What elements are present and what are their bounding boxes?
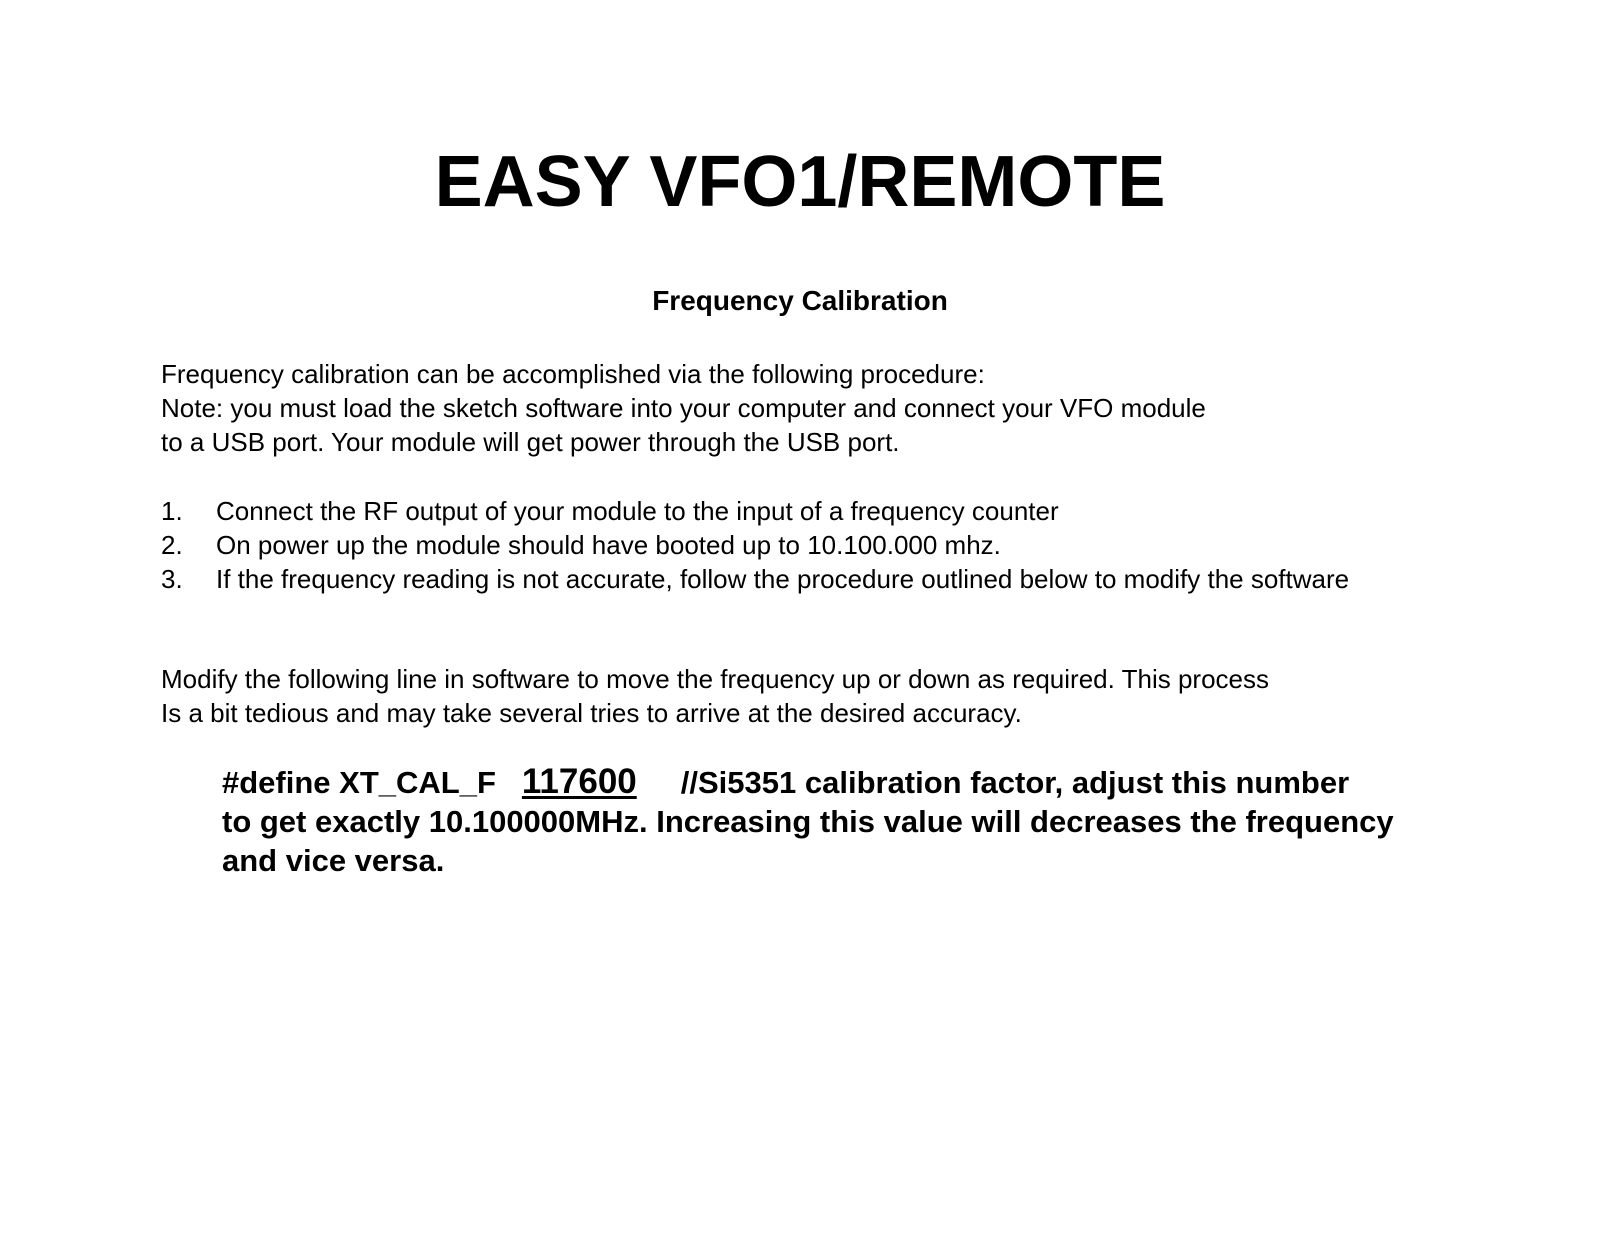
list-item xyxy=(161,562,1541,596)
step-number: 2. xyxy=(161,530,183,560)
intro-paragraph xyxy=(161,357,1541,459)
code-comment: //Si5351 calibration factor, adjust this number xyxy=(680,765,1350,800)
code-line-2: to get exactly 10.100000MHz. Increasing this value will decreases the frequency xyxy=(222,804,1394,839)
list-item xyxy=(161,528,1541,562)
step-number: 1. xyxy=(161,496,183,526)
step-text: If the frequency reading is not accurate, follow the procedure outlined below to modify the software xyxy=(216,564,1350,594)
list-item xyxy=(161,494,1541,528)
step-number: 3. xyxy=(161,564,183,594)
intro-line-1: Frequency calibration can be accomplished via the following procedure: xyxy=(161,359,985,389)
page-title: EASY VFO1/REMOTE xyxy=(434,142,1166,222)
modify-paragraph xyxy=(161,662,1581,730)
procedure-steps-list xyxy=(161,494,1541,596)
code-line-3: and vice versa. xyxy=(222,843,445,878)
intro-line-3: to a USB port. Your module will get power through the USB port. xyxy=(161,427,900,457)
intro-line-2: Note: you must load the sketch software into your computer and connect your VFO module xyxy=(161,393,1206,423)
code-line-1 xyxy=(222,762,1562,802)
step-text: Connect the RF output of your module to the input of a frequency counter xyxy=(216,496,1059,526)
define-directive: #define XT_CAL_F xyxy=(222,765,496,800)
section-heading: Frequency Calibration xyxy=(652,285,948,316)
calibration-value: 117600 xyxy=(521,762,637,801)
step-text: On power up the module should have booted up to 10.100.000 mhz. xyxy=(216,530,1001,560)
modify-line-2: Is a bit tedious and may take several tries to arrive at the desired accuracy. xyxy=(161,698,1022,728)
modify-line-1: Modify the following line in software to move the frequency up or down as required. This process xyxy=(161,664,1269,694)
code-instruction-block xyxy=(222,762,1562,880)
